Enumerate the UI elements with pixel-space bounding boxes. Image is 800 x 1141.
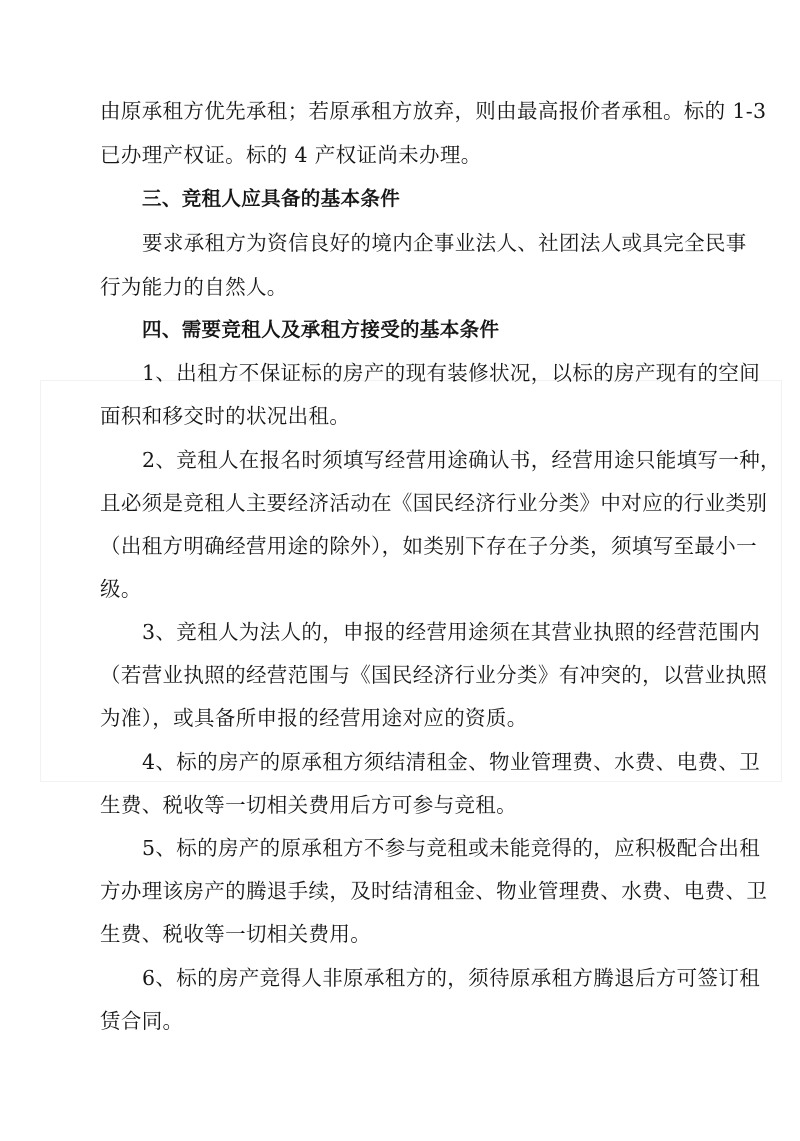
- text-line-12: 级。: [100, 577, 142, 601]
- text-line-1: 由原承租方优先承租；若原承租方放弃，则由最高报价者承租。标的 1-3: [100, 99, 767, 123]
- text-line-14: （若营业执照的经营范围与《国民经济行业分类》有冲突的，以营业执照: [100, 663, 768, 687]
- section-heading-3: 三、竞租人应具备的基本条件: [142, 187, 401, 210]
- text-line-7: 1、出租方不保证标的房产的现有装修状况，以标的房产现有的空间: [142, 361, 761, 385]
- text-line-21: 6、标的房产竞得人非原承租方的，须待原承租方腾退后方可签订租: [142, 966, 761, 990]
- text-line-20: 生费、税收等一切相关费用。: [100, 922, 372, 946]
- section-heading-4: 四、需要竞租人及承租方接受的基本条件: [142, 318, 500, 341]
- text-line-10: 且必须是竞租人主要经济活动在《国民经济行业分类》中对应的行业类别: [100, 491, 768, 515]
- text-line-11: （出租方明确经营用途的除外），如类别下存在子分类，须填写至最小一: [100, 534, 757, 558]
- text-line-18: 5、标的房产的原承租方不参与竞租或未能竞得的，应积极配合出租: [142, 836, 761, 860]
- text-line-8: 面积和移交时的状况出租。: [100, 404, 351, 428]
- text-line-22: 赁合同。: [100, 1009, 184, 1033]
- text-line-2: 已办理产权证。标的 4 产权证尚未办理。: [100, 143, 482, 167]
- text-line-16: 4、标的房产的原承租方须结清租金、物业管理费、水费、电费、卫: [142, 750, 761, 774]
- text-line-9: 2、竞租人在报名时须填写经营用途确认书，经营用途只能填写一种，: [142, 448, 781, 472]
- text-line-15: 为准），或具备所申报的经营用途对应的资质。: [100, 706, 528, 730]
- text-line-4: 要求承租方为资信良好的境内企事业法人、社团法人或具完全民事: [142, 231, 747, 255]
- text-line-17: 生费、税收等一切相关费用后方可参与竞租。: [100, 793, 517, 817]
- text-line-5: 行为能力的自然人。: [100, 275, 288, 299]
- text-line-19: 方办理该房产的腾退手续，及时结清租金、物业管理费、水费、电费、卫: [100, 879, 768, 903]
- text-line-13: 3、竞租人为法人的，申报的经营用途须在其营业执照的经营范围内: [142, 620, 761, 644]
